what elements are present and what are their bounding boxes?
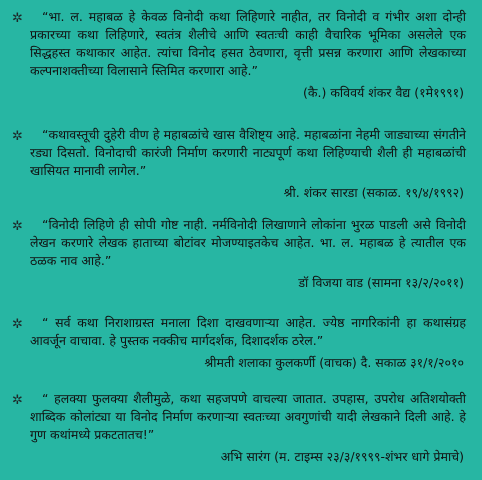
quote-attribution: अभि सारंग (म. टाइम्स २३/३/१९९९-शंभर धागे प्रेमाचे) xyxy=(220,449,464,464)
quote-attribution: डॉ विजया वाड (सामना १३/२/२०११) xyxy=(298,275,464,290)
quote-text: “ हलक्या फुलक्या शैलीमुळे, कथा सहजपणे वाचल्या जातात. उपहास, उपरोध अतिशयोक्ती शाब्दिक कोलांट्या या विनोद निर्माण करणाऱ्या स्वतःच्या अवगुणांची यादी लेखकाने दिली आहे. हे गुण कथांमध्ये प्रकटतातच!” xyxy=(30,391,466,442)
quote-block xyxy=(0,390,482,466)
quote-text: “भा. ल. महाबळ हे केवळ विनोदी कथा लिहिणारे नाहीत, तर विनोदी व गंभीर अशा दोन्ही प्रकारच्या कथा लिहिणारे, स्वतंत्र शैलीचे आणि स्वतःची काही वैचारिक भूमिका असलेले एक सिद्धहस्त कथाकार आहेत. त्यांचा विनोद हसत ठेवणारा, वृत्ती प्रसन्न करणारा आणि लेखकाच्या कल्पनाशक्तीच्या विलासाने स्तिमित करणारा आहे.” xyxy=(30,9,466,78)
quote-text: “विनोदी लिहिणे ही सोपी गोष्ट नाही. नर्मविनोदी लिखाणाने लोकांना भुरळ पाडली असे विनोदी लेखन करणारे लेखक हाताच्या बोटांवर मोजण्याइतकेच आहेत. भा. ल. महाबळ हे त्यातील एक ठळक नाव आहे.” xyxy=(30,217,466,268)
asterisk-bullet-icon: ✲ xyxy=(12,393,23,408)
quote-text: “कथावस्तूची दुहेरी वीण हे महाबळांचे खास वैशिष्ट्य आहे. महाबळांना नेहमी जाड्याच्या संगतीने रड्या दिसतो. विनोदाची कारंजी निर्माण करणारी नाट्यपूर्ण कथा लिहिण्याची शैली ही महाबळांची खासियत मानावी लागेल.” xyxy=(30,127,466,178)
quote-attribution: (कै.) कविवर्य शंकर वैद्य (१मे१९९१) xyxy=(303,85,464,100)
asterisk-bullet-icon: ✲ xyxy=(12,11,23,26)
quote-block xyxy=(0,8,482,102)
quote-attribution: श्री. शंकर सारडा (सकाळ. १९/४/१९९२) xyxy=(283,185,464,200)
quote-attribution: श्रीमती शलाका कुलकर्णी (वाचक) दै. सकाळ ३१/१/२०१० xyxy=(204,355,464,370)
quote-block xyxy=(0,126,482,202)
asterisk-bullet-icon: ✲ xyxy=(12,129,23,144)
asterisk-bullet-icon: ✲ xyxy=(12,317,23,332)
quote-text: “ सर्व कथा निराशाग्रस्त मनाला दिशा दाखवणाऱ्या आहेत. ज्येष्ठ नागरिकांनी हा कथासंग्रह आवर्जून वाचावा. हे पुस्तक नक्कीच मार्गदर्शक, दिशादर्शक ठरेल.” xyxy=(30,315,466,348)
asterisk-bullet-icon: ✲ xyxy=(12,219,23,234)
quote-block xyxy=(0,314,482,372)
quote-block xyxy=(0,216,482,292)
